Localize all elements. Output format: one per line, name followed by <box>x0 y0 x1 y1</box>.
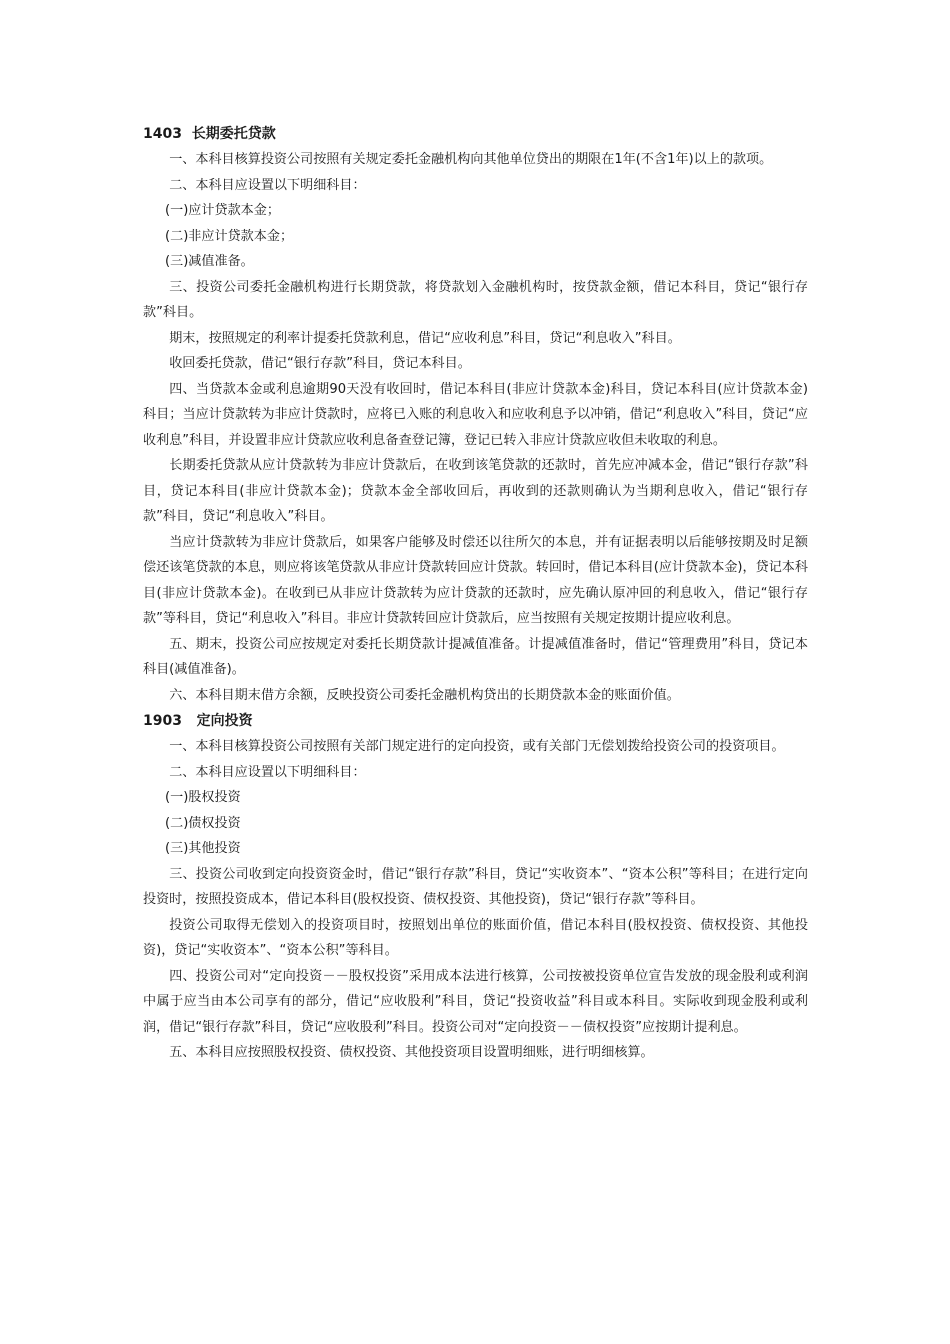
paragraph: 三、投资公司收到定向投资资金时，借记“银行存款”科目，贷记“实收资本”、“资本公积”等科目；在进行定向投资时，按照投资成本，借记本科目(股权投资、债权投资、其他投资)，贷记“银行存款”等科目。 <box>143 866 808 907</box>
section-heading-1403: 1403 长期委托贷款 <box>143 126 276 142</box>
paragraph: 四、当贷款本金或利息逾期90天没有收回时，借记本科目(非应计贷款本金)科目，贷记本科目(应计贷款本金)科目；当应计贷款转为非应计贷款时，应将已入账的利息收入和应收利息予以冲销，借记“利息收入”科目，贷记“应收利息”科目，并设置非应计贷款应收利息备查登记簿，登记已转入非应计贷款应收但未收取的利息。 <box>143 381 808 448</box>
paragraph: 三、投资公司委托金融机构进行长期贷款，将贷款划入金融机构时，按贷款金额，借记本科目，贷记“银行存款”科目。 <box>143 279 808 320</box>
sub-item: (一)股权投资 <box>165 790 241 805</box>
paragraph: 当应计贷款转为非应计贷款后，如果客户能够及时偿还以往所欠的本息，并有证据表明以后能够按期及时足额偿还该笔贷款的本息，则应将该笔贷款从非应计贷款转回应计贷款。转回时，借记本科目(应计贷款本金)，贷记本科目(非应计贷款本金)。在收到已从非应计贷款转为应计贷款的还款时，应先确认原冲回的利息收入，借记“银行存款”等科目，贷记“利息收入”科目。非应计贷款转回应计贷款后，应当按照有关规定按期计提应收利息。 <box>143 534 808 626</box>
sub-item: (三)减值准备。 <box>165 254 254 269</box>
paragraph: 五、期末，投资公司应按规定对委托长期贷款计提减值准备。计提减值准备时，借记“管理费用”科目，贷记本科目(减值准备)。 <box>143 636 808 677</box>
paragraph: 二、本科目应设置以下明细科目： <box>169 764 366 780</box>
document-body <box>143 122 808 1066</box>
paragraph: 二、本科目应设置以下明细科目： <box>169 177 366 193</box>
sub-item: (二)债权投资 <box>165 815 241 831</box>
paragraph: 投资公司取得无偿划入的投资项目时，按照划出单位的账面价值，借记本科目(股权投资、债权投资、其他投资)，贷记“实收资本”、“资本公积”等科目。 <box>143 917 808 958</box>
section-heading-1903: 1903 定向投资 <box>143 713 253 729</box>
paragraph: 一、本科目核算投资公司按照有关规定委托金融机构向其他单位贷出的期限在1年(不含1年)以上的款项。 <box>169 152 773 167</box>
paragraph: 长期委托贷款从应计贷款转为非应计贷款后，在收到该笔贷款的还款时，首先应冲减本金，借记“银行存款”科目，贷记本科目(非应计贷款本金)；贷款本金全部收回后，再收到的还款则确认为当期利息收入，借记“银行存款”科目，贷记“利息收入”科目。 <box>143 458 808 524</box>
paragraph: 期末，按照规定的利率计提委托贷款利息，借记“应收利息”科目，贷记“利息收入”科目。 <box>169 330 681 346</box>
paragraph: 六、本科目期末借方余额，反映投资公司委托金融机构贷出的长期贷款本金的账面价值。 <box>169 687 680 703</box>
sub-item: (一)应计贷款本金； <box>165 203 280 218</box>
paragraph: 一、本科目核算投资公司按照有关部门规定进行的定向投资，或有关部门无偿划拨给投资公司的投资项目。 <box>169 739 785 754</box>
paragraph: 四、投资公司对“定向投资－－股权投资”采用成本法进行核算，公司按被投资单位宣告发放的现金股利或利润中属于应当由本公司享有的部分，借记“应收股利”科目，贷记“投资收益”科目或本科目。实际收到现金股利或利润，借记“银行存款”科目，贷记“应收股利”科目。投资公司对“定向投资－－债权投资”应按期计提利息。 <box>143 968 808 1035</box>
paragraph: 五、本科目应按照股权投资、债权投资、其他投资项目设置明细账，进行明细核算。 <box>169 1045 654 1060</box>
sub-item: (二)非应计贷款本金； <box>165 228 294 244</box>
paragraph: 收回委托贷款，借记“银行存款”科目，贷记本科目。 <box>169 356 471 371</box>
sub-item: (三)其他投资 <box>165 841 241 856</box>
